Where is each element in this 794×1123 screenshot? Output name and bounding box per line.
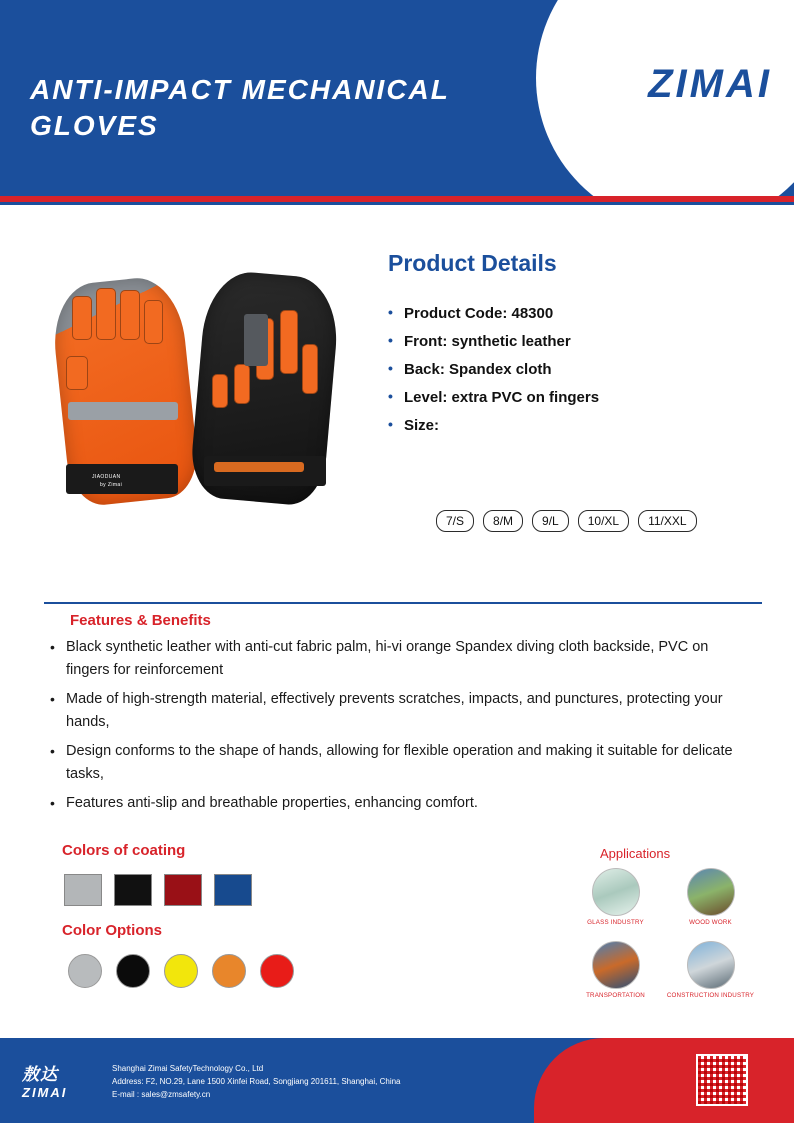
glove-grey-panel: [244, 314, 268, 366]
footer-logo: [22, 1060, 92, 1102]
footer-logo-sub: ZIMAI: [22, 1085, 68, 1100]
application-item-transportation: [568, 941, 663, 1000]
footer-address: Address: F2, NO.29, Lane 1500 Xinfei Road, Songjiang 201611, Shanghai, China: [112, 1077, 401, 1086]
glove-cuff-sublabel: by Zimai: [100, 482, 123, 488]
transportation-thumb-icon: [592, 941, 640, 989]
application-item-wood: [663, 868, 758, 927]
construction-industry-thumb-icon: [687, 941, 735, 989]
color-option-black[interactable]: [116, 954, 150, 988]
list-item: • Product Code: 48300: [388, 305, 768, 322]
features-divider: [44, 602, 762, 604]
product-image-gloves: [48, 252, 368, 522]
glove-cuff-strap: [214, 462, 304, 472]
product-details-title: Product Details: [388, 250, 557, 276]
glove-pad: [120, 290, 140, 340]
color-option-red[interactable]: [260, 954, 294, 988]
product-spec-list: [388, 305, 768, 434]
features-list: [48, 636, 748, 821]
list-item: • Design conforms to the shape of hands, allowing for flexible operation and making it suitable for delicate tasks,: [48, 740, 748, 786]
color-option-orange[interactable]: [212, 954, 246, 988]
application-label: CONSTRUCTION INDUSTRY: [666, 992, 755, 999]
application-label: WOOD WORK: [689, 919, 732, 926]
glove-pad: [302, 344, 318, 394]
page-footer: [0, 1038, 794, 1123]
color-option-yellow[interactable]: [164, 954, 198, 988]
glove-thumb-pad: [66, 356, 88, 390]
list-item: • Level: extra PVC on fingers: [388, 389, 768, 406]
application-label: GLASS INDUSTRY: [587, 919, 644, 926]
size-chip-10xl[interactable]: 10/XL: [578, 510, 629, 532]
color-options-title: Color Options: [62, 922, 162, 939]
page-title: ANTI-IMPACT MECHANICAL GLOVES: [30, 74, 450, 141]
applications-grid: [568, 868, 758, 1000]
brand-logo: ZIMAI: [648, 62, 772, 106]
applications-title: Applications: [600, 846, 671, 861]
application-item-glass: [568, 868, 663, 927]
features-title: Features & Benefits: [70, 612, 211, 629]
list-item: • Size:: [388, 417, 768, 434]
size-options: [436, 510, 697, 532]
glove-pad: [96, 288, 116, 340]
color-options-row: [68, 954, 294, 988]
color-option-grey[interactable]: [68, 954, 102, 988]
list-item: • Back: Spandex cloth: [388, 361, 768, 378]
header-divider-blue: [0, 202, 794, 205]
list-item: • Features anti-slip and breathable properties, enhancing comfort.: [48, 792, 748, 815]
qr-code-icon[interactable]: [696, 1054, 748, 1106]
glove-cuff-label: JIAODUAN: [92, 474, 121, 480]
list-item: • Made of high-strength material, effectively prevents scratches, impacts, and punctures, protecting your hands,: [48, 688, 748, 734]
footer-logo-mark: 敖达: [22, 1065, 58, 1084]
footer-red-panel: [534, 1038, 794, 1123]
application-label: TRANSPORTATION: [586, 992, 645, 999]
glass-industry-thumb-icon: [592, 868, 640, 916]
glove-grey-band: [68, 402, 178, 420]
glove-pad: [144, 300, 163, 344]
wood-work-thumb-icon: [687, 868, 735, 916]
coating-swatch-red[interactable]: [164, 874, 202, 906]
size-chip-8m[interactable]: 8/M: [483, 510, 523, 532]
footer-email: E-mail : sales@zmsafety.cn: [112, 1090, 211, 1099]
glove-pad: [280, 310, 298, 374]
list-item: • Front: synthetic leather: [388, 333, 768, 350]
coating-swatch-blue[interactable]: [214, 874, 252, 906]
glove-pad: [234, 364, 250, 404]
list-item: • Black synthetic leather with anti-cut fabric palm, hi-vi orange Spandex diving cloth backside, PVC on fingers for reinforcement: [48, 636, 748, 682]
glove-pad: [72, 296, 92, 340]
size-chip-9l[interactable]: 9/L: [532, 510, 569, 532]
size-chip-7s[interactable]: 7/S: [436, 510, 474, 532]
coating-swatch-grey[interactable]: [64, 874, 102, 906]
glove-cuff: [66, 464, 178, 494]
product-section: [0, 222, 794, 582]
coating-swatch-row: [64, 874, 252, 906]
coating-colors-title: Colors of coating: [62, 842, 186, 859]
page-header: [0, 0, 794, 196]
product-details: [388, 250, 768, 445]
footer-company: Shanghai Zimai SafetyTechnology Co., Ltd: [112, 1064, 264, 1073]
footer-contact: [112, 1062, 401, 1101]
glove-pad: [212, 374, 228, 408]
application-item-construction: [663, 941, 758, 1000]
size-chip-11xxl[interactable]: 11/XXL: [638, 510, 696, 532]
coating-swatch-black[interactable]: [114, 874, 152, 906]
